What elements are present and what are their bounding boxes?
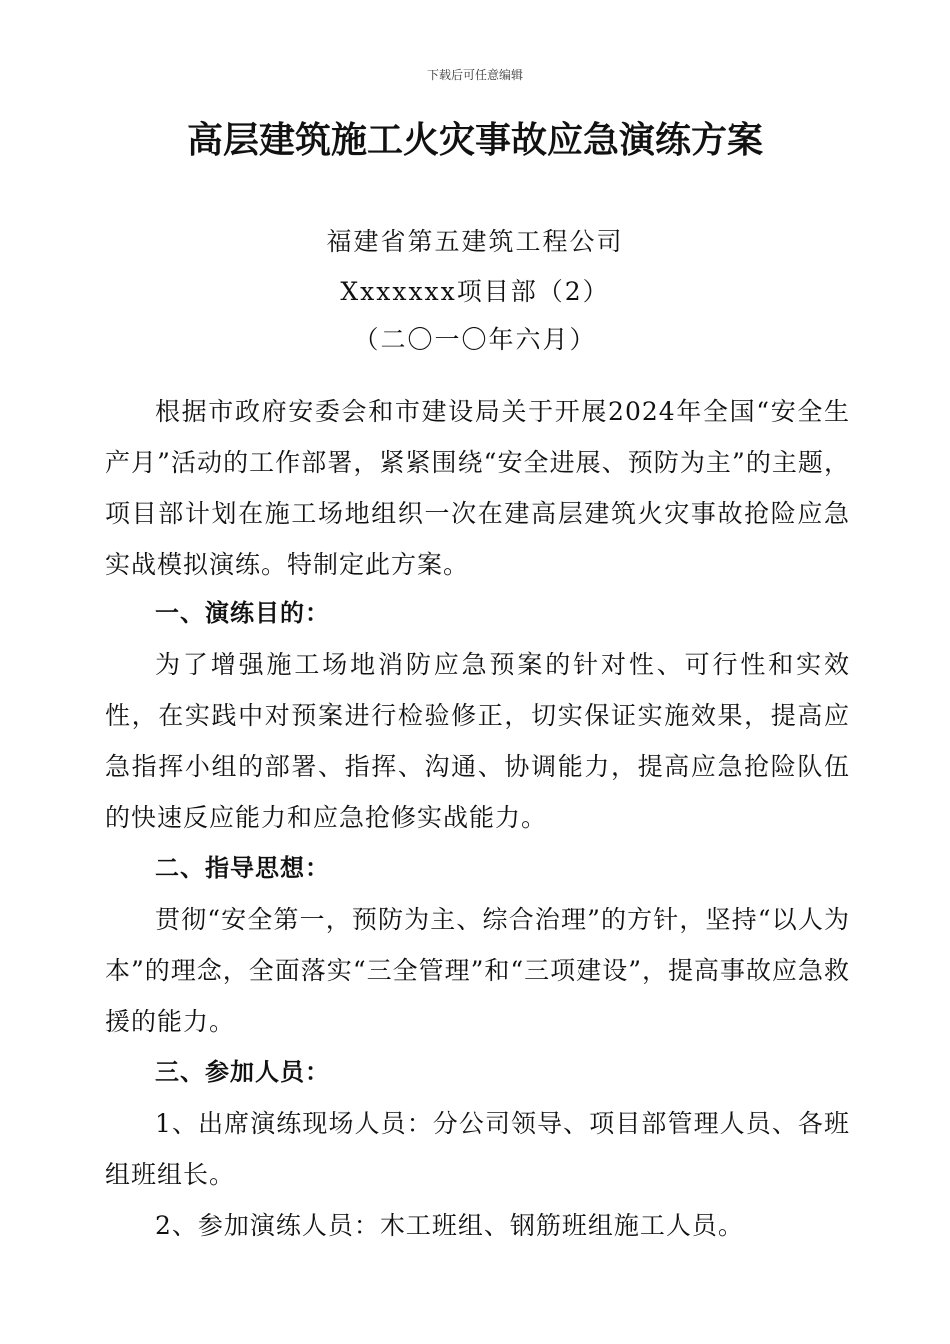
header-note: 下载后可任意编辑 [426,68,523,82]
section-heading-participants: 三、参加人员： [155,1058,330,1086]
department-name: Xxxxxxx项目部（2） [340,277,610,306]
document-body [105,386,850,1251]
company-name: 福建省第五建筑工程公司 [326,227,624,256]
section-paragraph: 1、出席演练现场人员：分公司领导、项目部管理人员、各班组班组长。 [105,1109,850,1189]
section-paragraph: 2、参加演练人员：木工班组、钢筋班组施工人员。 [155,1211,744,1240]
section-paragraph: 为了增强施工场地消防应急预案的针对性、可行性和实效性，在实践中对预案进行检验修正，切实保证实施效果，提高应急指挥小组的部署、指挥、沟通、协调能力，提高应急抢险队伍的快速反应能力和应急抢修实战能力。 [105,650,850,832]
section-heading-purpose: 一、演练目的： [155,599,330,627]
section-paragraph: 贯彻“安全第一，预防为主、综合治理”的方针，坚持“以人为本”的理念，全面落实“三全管理”和“三项建设”，提高事故应急救援的能力。 [105,905,850,1036]
section-heading-guiding-thought: 二、指导思想： [155,854,330,882]
document-title: 高层建筑施工火灾事故应急演练方案 [186,120,763,161]
intro-paragraph: 根据市政府安委会和市建设局关于开展2024年全国“安全生产月”活动的工作部署，紧紧围绕“安全进展、预防为主”的主题，项目部计划在施工场地组织一次在建高层建筑火灾事故抢险应急实战模拟演练。特制定此方案。 [105,397,850,579]
document-date: （二〇一〇年六月） [353,325,597,354]
